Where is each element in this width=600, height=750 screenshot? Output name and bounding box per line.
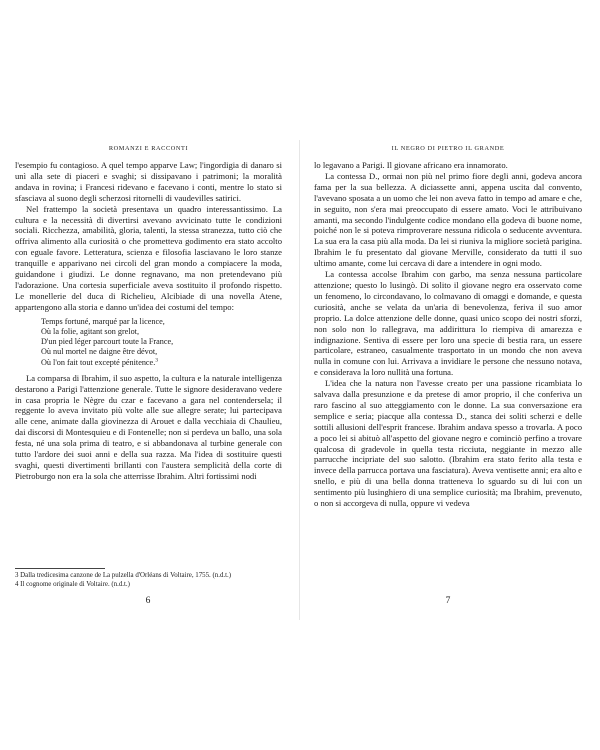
paragraph: L'idea che la natura non l'avesse creato per una passione ricambiata lo salvava dalla presunzione e da pretese di amor proprio, il che conferiva un raro fascino al suo atteggiamento con le donne. La sua conversazione era semplice e seria; piacque alla contessa D., stanca dei soliti scherzi e delle sottili allusioni dell'esprit francese. Ibrahim andava spesso a trovarla. A poco a poco lei si abituò all'aspetto del giovane negro e cominciò perfino a trovare qualcosa di gradevole in quella testa ricciuta, neggiante in mezzo alle parrucche incipriate del suo salotto. (Ibrahim era stato ferito alla testa e invece della parrucca portava una fasciatura). Aveva ventisette anni; era alto e snello, e più di una bella donna tratteneva lo sguardo su di lui con un sentimento più lusinghiero di una semplice curiosità; ma Ibrahim, prevenuto, o non si accorgeva di nulla, oppure vi vedeva [314, 378, 582, 509]
footnote-list [15, 572, 282, 589]
verse-line: Où nul mortel ne daigne être dévot, [41, 347, 158, 357]
verse-line: Où l'on fait tout excepté pénitence.$^3$ [41, 356, 158, 367]
footnotes [15, 568, 282, 589]
body-text [314, 160, 582, 509]
footnote-rule [15, 568, 105, 569]
right-page [300, 0, 600, 750]
footnote-text: Il cognome originale di Voltaire. (n.d.t.) [20, 580, 130, 588]
body-text [15, 160, 282, 482]
paragraph: Nel frattempo la società presentava un quadro interessantissimo. La cultura e la necessità di divertirsi avevano avvicinato tutte le condizioni sociali. Ricchezza, amabilità, gloria, talenti, la stessa stranezza, tutto ciò che offriva alimento alla curiosità o che prometteva godimento era stato accolto con eguale favore. Letteratura, scienza e filosofia lasciavano le loro stanze tranquille e apparivano nei circoli del gran mondo a compiacere la moda, guidandone i giudizi. Le donne regnavano, ma non pretendevano più l'adorazione. Una cortesia superficiale aveva sostituito il profondo rispetto. Le monellerie del duca di Richelieu, Alcibiade di una novella Atene, appartengono alla storia e danno un'idea dei costumi del tempo: [15, 203, 282, 312]
header-title: IL NEGRO DI PIETRO IL GRANDE [391, 145, 505, 152]
header-title: ROMANZI E RACCONTI [108, 145, 189, 152]
footnote [15, 572, 282, 581]
paragraph: La comparsa di Ibrahim, il suo aspetto, la cultura e la naturale intelligenza destarono a Parigi l'attenzione generale. Tutte le signore desideravano vedere in casa propria le Nègre du czar e facevano a gara nel contendersela; il reggente lo aveva invitato più volte alle sue allegre serate; lui partecipava alle cene, animate dalla giovinezza di Arouet e dalla vecchiaia di Chaulieu, dai discorsi di Montesquieu e di Fontenelle; non si perdeva un ballo, una sola festa, né una sola prima di teatro, e si abbandonava al turbine generale con tutto l'ardore dei suoi anni e della sua razza. Ma l'idea di sostituire questi svaghi, questi divertimenti brillanti con l'austera semplicità della corte di Pietroburgo non era la sola che atterrisse Ibrahim. Altri fortissimi nodi [15, 372, 282, 481]
footnote-ref: 3 [155, 356, 158, 363]
verse-line: D'un pied léger parcourt toute la France, [41, 337, 174, 347]
footnote-text: Dalla tredicesima canzone de La pulzella d'Orléans di Voltaire, 1755. (n.d.t.) [20, 572, 232, 579]
paragraph: l'esempio fu contagioso. A quel tempo apparve Law; l'ingordigia di danaro si unì alla sete di piaceri e svaghi; si dissipavano i patrimoni; la moralità andava in rovina; i Francesi ridevano e facevano i conti, mentre lo stato si sfasciava al suono degli scherzosi ritornelli di vaudevilles satirici. [15, 160, 282, 203]
page-number: 7 [445, 596, 451, 606]
paragraph: La contessa accolse Ibrahim con garbo, ma senza nessuna particolare attenzione; questo lo lusingò. Di solito il giovane negro era osservato come un fenomeno, lo circondavano, lo colmavano di omaggi e domande, e questa curiosità, anche se velata da un'aria di benevolenza, feriva il suo amor proprio. La dolce attenzione delle donne, quasi unico scopo dei nostri sforzi, non solo non lo rallegrava, ma addirittura lo riempiva di amarezza e indignazione. Sentiva di essere per loro una specie di bestia rara, un essere particolare, estraneo, casualmente trasportato in un mondo che non aveva nulla in comune con lui. Arrivava a invidiare le persone che nessuno notava, e considerava la loro nullità una fortuna. [314, 269, 582, 378]
footnote-number: 3 [15, 572, 21, 579]
verse-quote [41, 317, 282, 368]
footnote [15, 581, 282, 590]
page-number: 6 [145, 596, 151, 606]
verse-line: Temps fortuné, marqué par la licence, [41, 316, 165, 326]
paragraph: lo legavano a Parigi. Il giovane africano era innamorato. [314, 160, 508, 170]
footnote-number: 4 [15, 580, 21, 588]
paragraph: La contessa D., ormai non più nel primo fiore degli anni, godeva ancora fama per la sua bellezza. A diciassette anni, appena uscita dal convento, l'avevano sposata a un uomo che lei non aveva fatto in tempo ad amare e che, in seguito, non s'era mai preoccupato di essere amato. Voci le attribuivano amanti, ma secondo l'indulgente codice mondano ella godeva di buone nome, poiché non le si poteva rimproverare nessuna ridicola o seducente avventura. La sua era la casa più alla moda. Da lei si riuniva la migliore società parigina. Ibrahim le fu presentato dal giovane Merville, considerato da tutti il suo ultimo amante, come lui cercava di dare a intendere in ogni modo. [314, 170, 582, 269]
verse-line: Où la folie, agitant son grelot, [41, 326, 139, 336]
